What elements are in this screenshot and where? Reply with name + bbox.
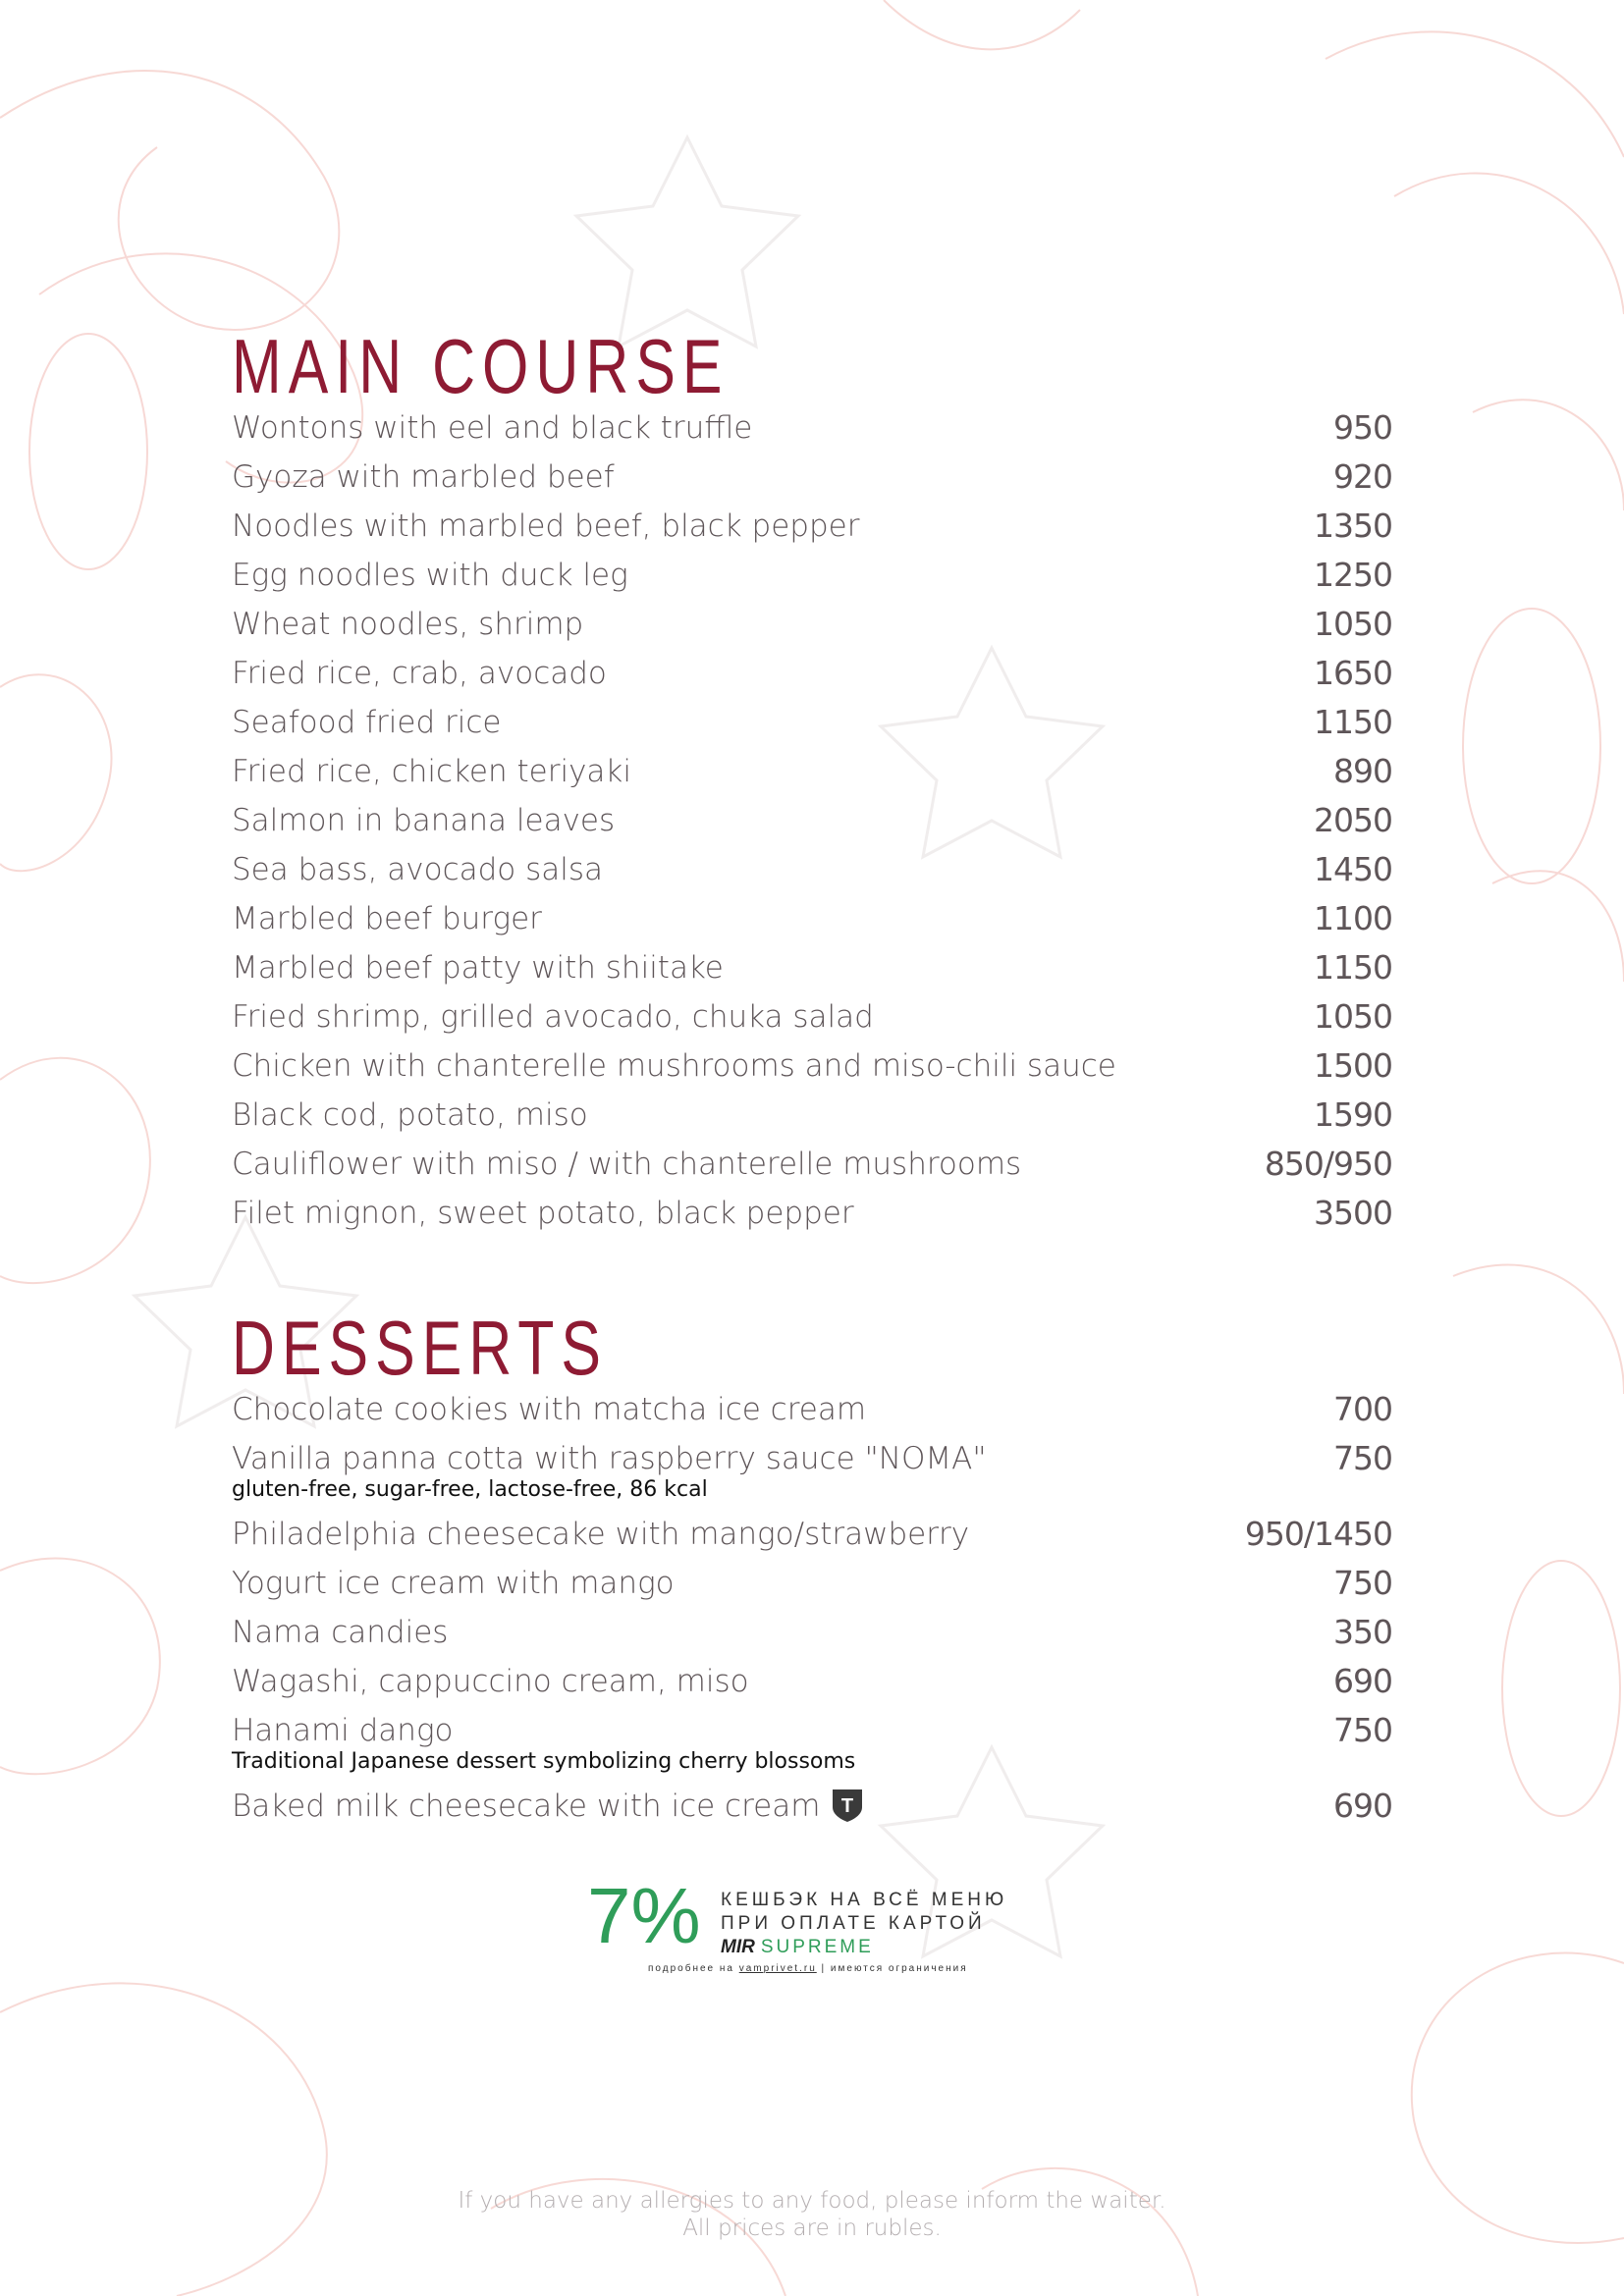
menu-item [232,1044,1392,1094]
menu-item [232,652,1392,701]
menu-item [232,848,1392,897]
menu-item-price: 2050 [1314,801,1392,839]
menu-item-name: Marbled beef patty with shiitake [232,950,724,986]
menu-item-price: 890 [1333,752,1392,790]
menu-item-price: 1150 [1314,948,1392,987]
menu-item-price: 1650 [1314,654,1392,692]
menu-item-name: Baked milk cheesecake with ice cream T [232,1785,865,1828]
menu-item-price: 350 [1333,1613,1392,1651]
menu-item-name: Marbled beef burger [232,901,542,936]
menu-item [232,701,1392,750]
mir-supreme-logo [721,1938,874,1956]
menu-item-name: Salmon in banana leaves [232,803,616,838]
menu-item-note: Traditional Japanese dessert symbolizing cherry blossoms [232,1749,856,1774]
desserts-title: DESSERTS [232,1305,609,1391]
menu-item-price: 750 [1333,1439,1392,1477]
promo-fine-print [648,1963,968,1974]
menu-item-price: 950/1450 [1244,1515,1392,1553]
menu-item [232,1143,1392,1192]
promo-line-2: ПРИ ОПЛАТЕ КАРТОЙ [721,1913,986,1934]
menu-item-name: Wontons with eel and black truffle [232,410,753,446]
menu-item-price: 1350 [1314,507,1392,545]
prices-notice: All prices are in rubles. [682,2216,942,2241]
menu-item-price: 750 [1333,1711,1392,1749]
menu-item-price: 1050 [1314,605,1392,643]
mir-logo-text: MIR [721,1937,755,1957]
menu-item-price: 690 [1333,1662,1392,1700]
menu-item [232,505,1392,554]
menu-item [232,1513,1392,1562]
menu-item [232,1562,1392,1611]
menu-item-price: 1100 [1314,899,1392,937]
menu-item [232,1709,1392,1785]
menu-item-name: Chocolate cookies with matcha ice cream [232,1392,867,1427]
menu-item-price: 700 [1333,1390,1392,1428]
menu-item [232,995,1392,1044]
menu-item-name: Wagashi, cappuccino cream, miso [232,1664,749,1699]
cashback-promo [587,1872,1039,1974]
desserts-list [232,1388,1392,1834]
menu-item-name: Nama candies [232,1615,449,1650]
menu-item-price: 690 [1333,1787,1392,1825]
menu-item-price: 1150 [1314,703,1392,741]
menu-item-name: Seafood fried rice [232,705,502,740]
promo-percent: 7% [587,1872,701,1959]
menu-item-price: 920 [1333,457,1392,496]
promo-fine-prefix: подробнее на [648,1963,734,1974]
tinkoff-badge-icon [830,1788,865,1823]
menu-item-price: 1050 [1314,997,1392,1036]
promo-fine-separator: | [821,1963,827,1974]
main-course-list [232,406,1392,1241]
menu-item [232,1785,1392,1834]
menu-item-name: Fried rice, chicken teriyaki [232,754,631,789]
menu-item [232,946,1392,995]
menu-item-name: Fried rice, crab, avocado [232,656,607,691]
menu-item-note: gluten-free, sugar-free, lactose-free, 86 kcal [232,1477,708,1502]
menu-item-price: 750 [1333,1564,1392,1602]
menu-item-name: Fried shrimp, grilled avocado, chuka salad [232,999,874,1035]
menu-item-name: Wheat noodles, shrimp [232,607,584,642]
menu-item-price: 850/950 [1264,1145,1392,1183]
menu-item-price: 3500 [1314,1194,1392,1232]
menu-item [232,406,1392,455]
menu-item [232,1611,1392,1660]
menu-item-name: Hanami dango [232,1713,454,1748]
menu-item [232,1660,1392,1709]
menu-item-name: Yogurt ice cream with mango [232,1566,675,1601]
allergy-notice: If you have any allergies to any food, please inform the waiter. [458,2188,1166,2214]
menu-item [232,455,1392,505]
menu-item-name: Sea bass, avocado salsa [232,852,604,887]
menu-item-name: Black cod, potato, miso [232,1097,588,1133]
menu-item [232,1094,1392,1143]
supreme-logo-text: SUPREME [760,1937,874,1957]
menu-item-name: Chicken with chanterelle mushrooms and miso-chili sauce [232,1048,1116,1084]
menu-item [232,750,1392,799]
menu-item-name: Gyoza with marbled beef [232,459,615,495]
menu-item [232,1388,1392,1437]
menu-item-name: Egg noodles with duck leg [232,558,628,593]
menu-item-name: Filet mignon, sweet potato, black pepper [232,1196,854,1231]
menu-item [232,1437,1392,1513]
badge-letter: T [841,1794,854,1817]
menu-item-name: Cauliflower with miso / with chanterelle mushrooms [232,1147,1022,1182]
promo-fine-suffix: имеются ограничения [830,1963,968,1974]
menu-item [232,603,1392,652]
menu-item [232,1192,1392,1241]
menu-item-name: Vanilla panna cotta with raspberry sauce "NOMA" [232,1441,987,1476]
menu-item-price: 1450 [1314,850,1392,888]
menu-item-price: 1590 [1314,1095,1392,1134]
menu-item [232,799,1392,848]
menu-item-name: Philadelphia cheesecake with mango/strawberry [232,1517,970,1552]
promo-line-1: КЕШБЭК НА ВСЁ МЕНЮ [721,1890,1008,1910]
menu-item-price: 1500 [1314,1046,1392,1085]
menu-item [232,897,1392,946]
menu-item-name: Noodles with marbled beef, black pepper [232,508,860,544]
menu-item-price: 1250 [1314,556,1392,594]
menu-item-price: 950 [1333,408,1392,447]
main-course-title: MAIN COURSE [232,323,730,409]
menu-item [232,554,1392,603]
promo-link[interactable]: vamprivet.ru [738,1963,817,1974]
